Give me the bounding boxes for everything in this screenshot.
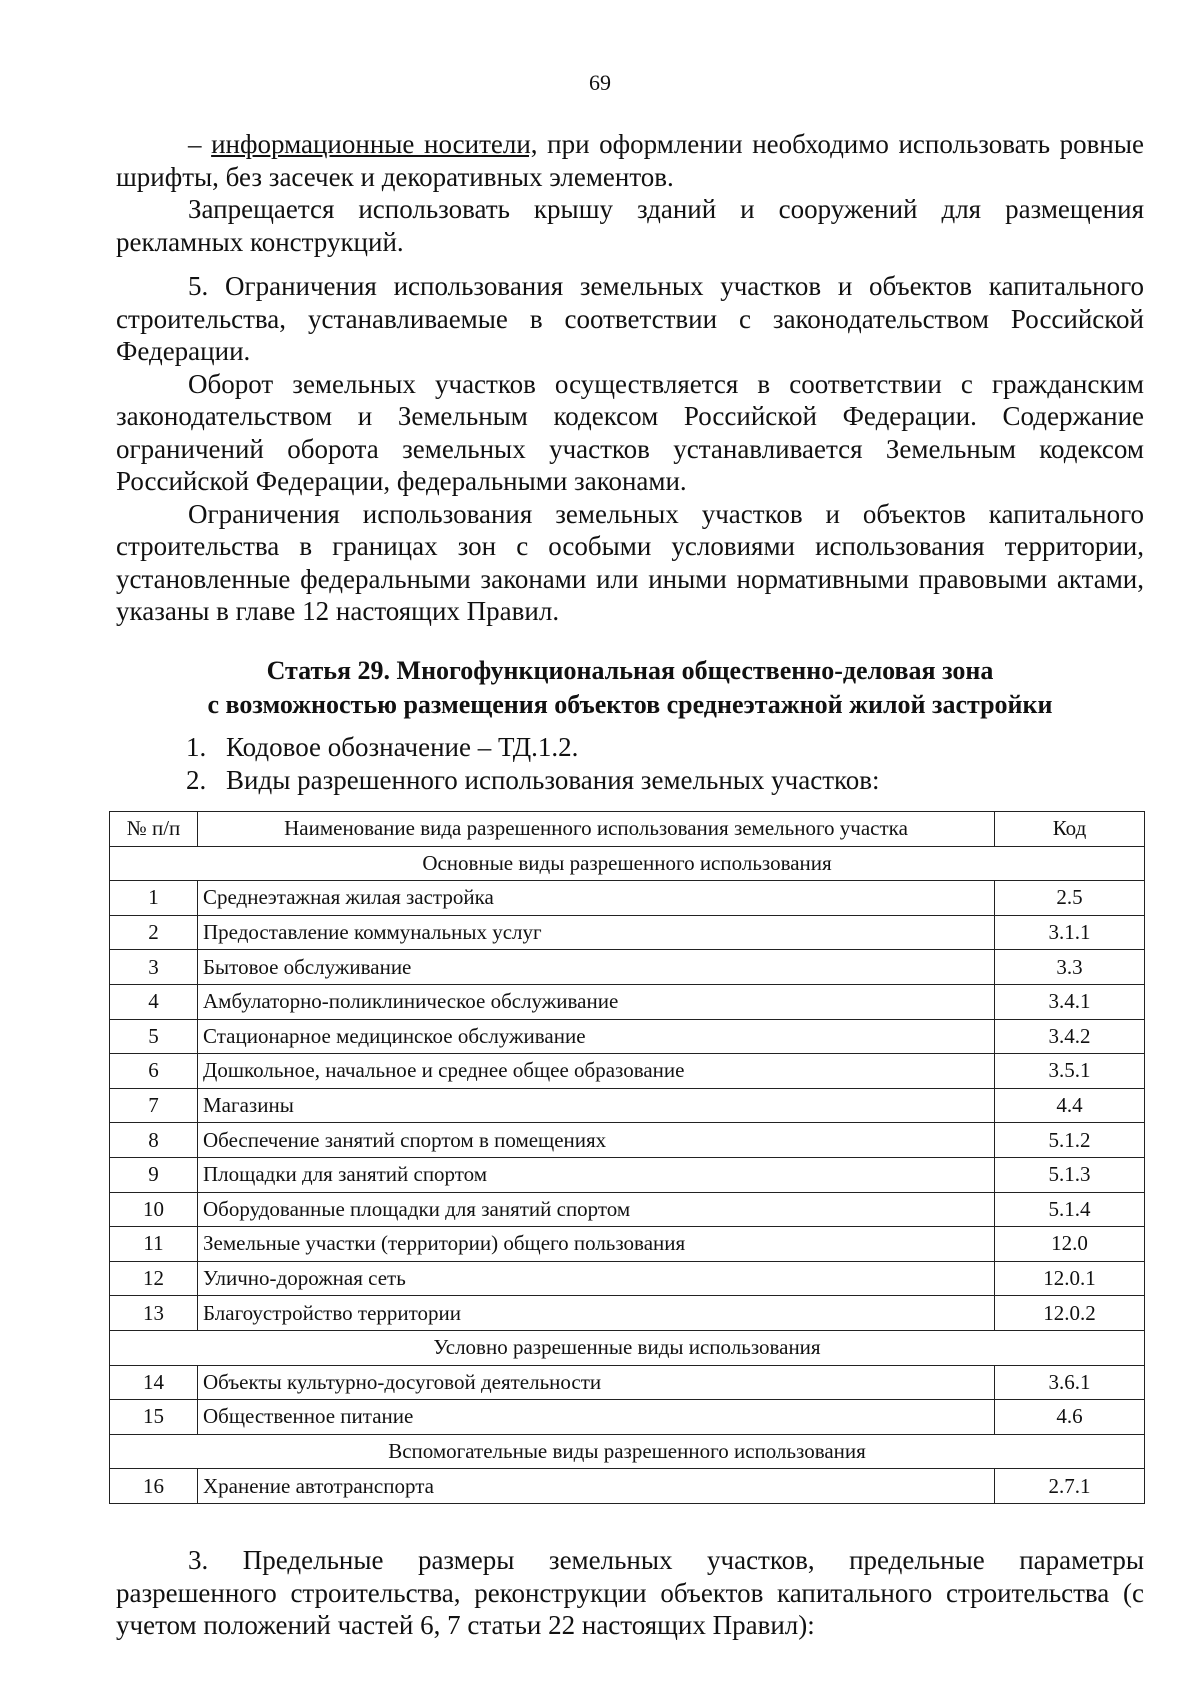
section-row: Условно разрешенные виды использования	[110, 1330, 1145, 1365]
table-row: 14 Объекты культурно-досуговой деятельности 3.6.1	[110, 1365, 1145, 1400]
info-carriers-term: информационные носители,	[211, 129, 538, 159]
table-row: 13 Благоустройство территории 12.0.2	[110, 1296, 1145, 1331]
restrictions-paragraph: Ограничения использования земельных участков и объектов капитального строительства в границах зон с особыми условиями использования территории, установленные федеральными законами или иными нормативными правовыми актами, указаны в главе 12 настоящих Правил.	[116, 498, 1144, 626]
table-row: 5 Стационарное медицинское обслуживание 3.4.2	[110, 1019, 1145, 1054]
header-code: Код	[995, 812, 1145, 847]
section-row: Вспомогательные виды разрешенного использования	[110, 1434, 1145, 1469]
intro-block	[116, 128, 1144, 258]
item5-paragraph: 5. Ограничения использования земельных участков и объектов капитального строительства, устанавливаемые в соответствии с законодательством Российской Федерации.	[116, 271, 1144, 366]
page-number: 69	[589, 70, 611, 95]
turnover-paragraph: Оборот земельных участков осуществляется в соответствии с гражданским законодательством и Земельным кодексом Российской Федерации. Содержание ограничений оборота земельных участков устанавливается Земельным кодексом Российской Федерации, федеральными законами.	[116, 368, 1144, 496]
permitted-uses-table	[109, 811, 1145, 1504]
table-header-row	[110, 812, 1145, 847]
item3-paragraph: 3. Предельные размеры земельных участков, предельные параметры разрешенного строительства, реконструкции объектов капитального строительства (с учетом положений частей 6, 7 статьи 22 настоящих Правил):	[116, 1545, 1144, 1640]
section-row: Основные виды разрешенного использования	[110, 846, 1145, 881]
table-row: 8 Обеспечение занятий спортом в помещениях 5.1.2	[110, 1123, 1145, 1158]
table-row: 15 Общественное питание 4.6	[110, 1400, 1145, 1435]
table-row: 7 Магазины 4.4	[110, 1088, 1145, 1123]
table-row: 1 Среднеэтажная жилая застройка 2.5	[110, 881, 1145, 916]
outro-block	[116, 1544, 1144, 1642]
list-item: 2. Виды разрешенного использования земельных участков:	[186, 764, 880, 795]
table-row: 4 Амбулаторно-поликлиническое обслуживание 3.4.1	[110, 984, 1145, 1019]
header-num: № п/п	[110, 812, 198, 847]
roof-prohibition-paragraph: Запрещается использовать крышу зданий и сооружений для размещения рекламных конструкций.	[116, 194, 1144, 257]
table-row: 12 Улично-дорожная сеть 12.0.1	[110, 1261, 1145, 1296]
table-row: 16 Хранение автотранспорта 2.7.1	[110, 1469, 1145, 1504]
article-title-line1: Статья 29. Многофункциональная общественно-деловая зона	[266, 656, 994, 685]
article-items	[186, 731, 1144, 796]
article-title-line2: с возможностью размещения объектов среднеэтажной жилой застройки	[207, 690, 1053, 719]
restrictions-block	[116, 270, 1144, 628]
list-item: 1. Кодовое обозначение – ТД.1.2.	[186, 732, 579, 762]
article-title	[116, 654, 1144, 722]
table-row: 6 Дошкольное, начальное и среднее общее образование 3.5.1	[110, 1054, 1145, 1089]
info-carriers-paragraph: – информационные носители, при оформлении необходимо использовать ровные шрифты, без засечек и декоративных элементов.	[116, 129, 1144, 192]
table-row: 10 Оборудованные площадки для занятий спортом 5.1.4	[110, 1192, 1145, 1227]
header-name: Наименование вида разрешенного использования земельного участка	[198, 812, 995, 847]
table-row: 2 Предоставление коммунальных услуг 3.1.1	[110, 915, 1145, 950]
table-row: 9 Площадки для занятий спортом 5.1.3	[110, 1157, 1145, 1192]
table-row: 3 Бытовое обслуживание 3.3	[110, 950, 1145, 985]
table-row: 11 Земельные участки (территории) общего пользования 12.0	[110, 1227, 1145, 1262]
